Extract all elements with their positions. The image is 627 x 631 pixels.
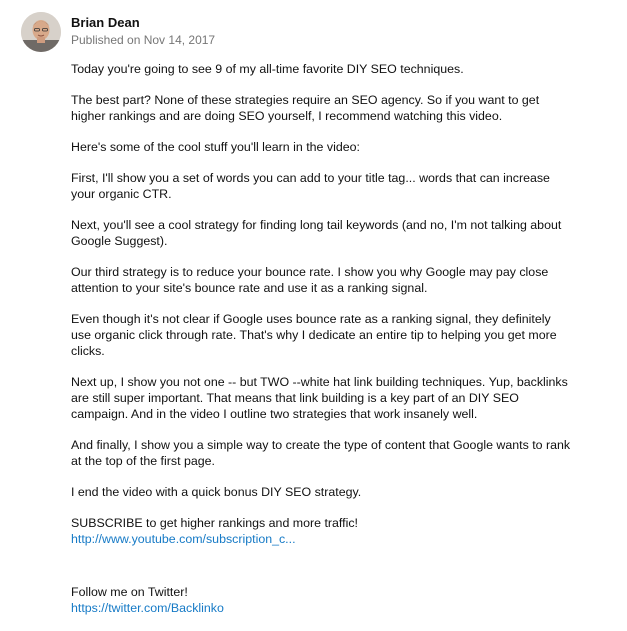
- description-paragraph-1: Today you're going to see 9 of my all-time favorite DIY SEO techniques.: [71, 62, 464, 76]
- description-paragraph-8: Next up, I show you not one -- but TWO --white hat link building techniques. Yup, backlinks are still super important. That means that link building is a key part of an DIY SEO campaign. And in the video I outline two strategies that work insanely well.: [71, 375, 568, 421]
- twitter-text: Follow me on Twitter!: [71, 585, 188, 599]
- author-avatar-photo-icon: [21, 12, 61, 52]
- subscribe-text: SUBSCRIBE to get higher rankings and more traffic!: [71, 516, 358, 530]
- publish-date: Published on Nov 14, 2017: [71, 33, 216, 47]
- description-paragraph-7: Even though it's not clear if Google uses bounce rate as a ranking signal, they definitely use organic click through rate. That's why I dedicate an entire tip to helping you get more clicks.: [71, 312, 557, 358]
- description-paragraph-4: First, I'll show you a set of words you can add to your title tag... words that can increase your organic CTR.: [71, 171, 550, 201]
- author-name-link[interactable]: Brian Dean: [71, 15, 140, 30]
- description-paragraph-5: Next, you'll see a cool strategy for finding long tail keywords (and no, I'm not talking about Google Suggest).: [71, 218, 562, 248]
- twitter-link[interactable]: https://twitter.com/Backlinko: [71, 601, 224, 615]
- description-paragraph-9: And finally, I show you a simple way to create the type of content that Google wants to rank at the top of the first page.: [71, 438, 571, 468]
- description-paragraph-2: The best part? None of these strategies require an SEO agency. So if you want to get higher rankings and are doing SEO yourself, I recommend watching this video.: [71, 93, 540, 123]
- video-owner-header: [21, 12, 215, 52]
- description-paragraph-3: Here's some of the cool stuff you'll learn in the video:: [71, 140, 360, 154]
- video-description: [71, 61, 571, 631]
- twitter-block: [71, 584, 571, 616]
- subscribe-block: [71, 515, 571, 547]
- description-paragraph-6: Our third strategy is to reduce your bounce rate. I show you why Google may pay close attention to your site's bounce rate and use it as a ranking signal.: [71, 265, 549, 295]
- description-paragraph-10: I end the video with a quick bonus DIY SEO strategy.: [71, 485, 362, 499]
- avatar[interactable]: [21, 12, 61, 52]
- owner-meta: [71, 12, 215, 48]
- subscribe-link[interactable]: http://www.youtube.com/subscription_c...: [71, 532, 296, 546]
